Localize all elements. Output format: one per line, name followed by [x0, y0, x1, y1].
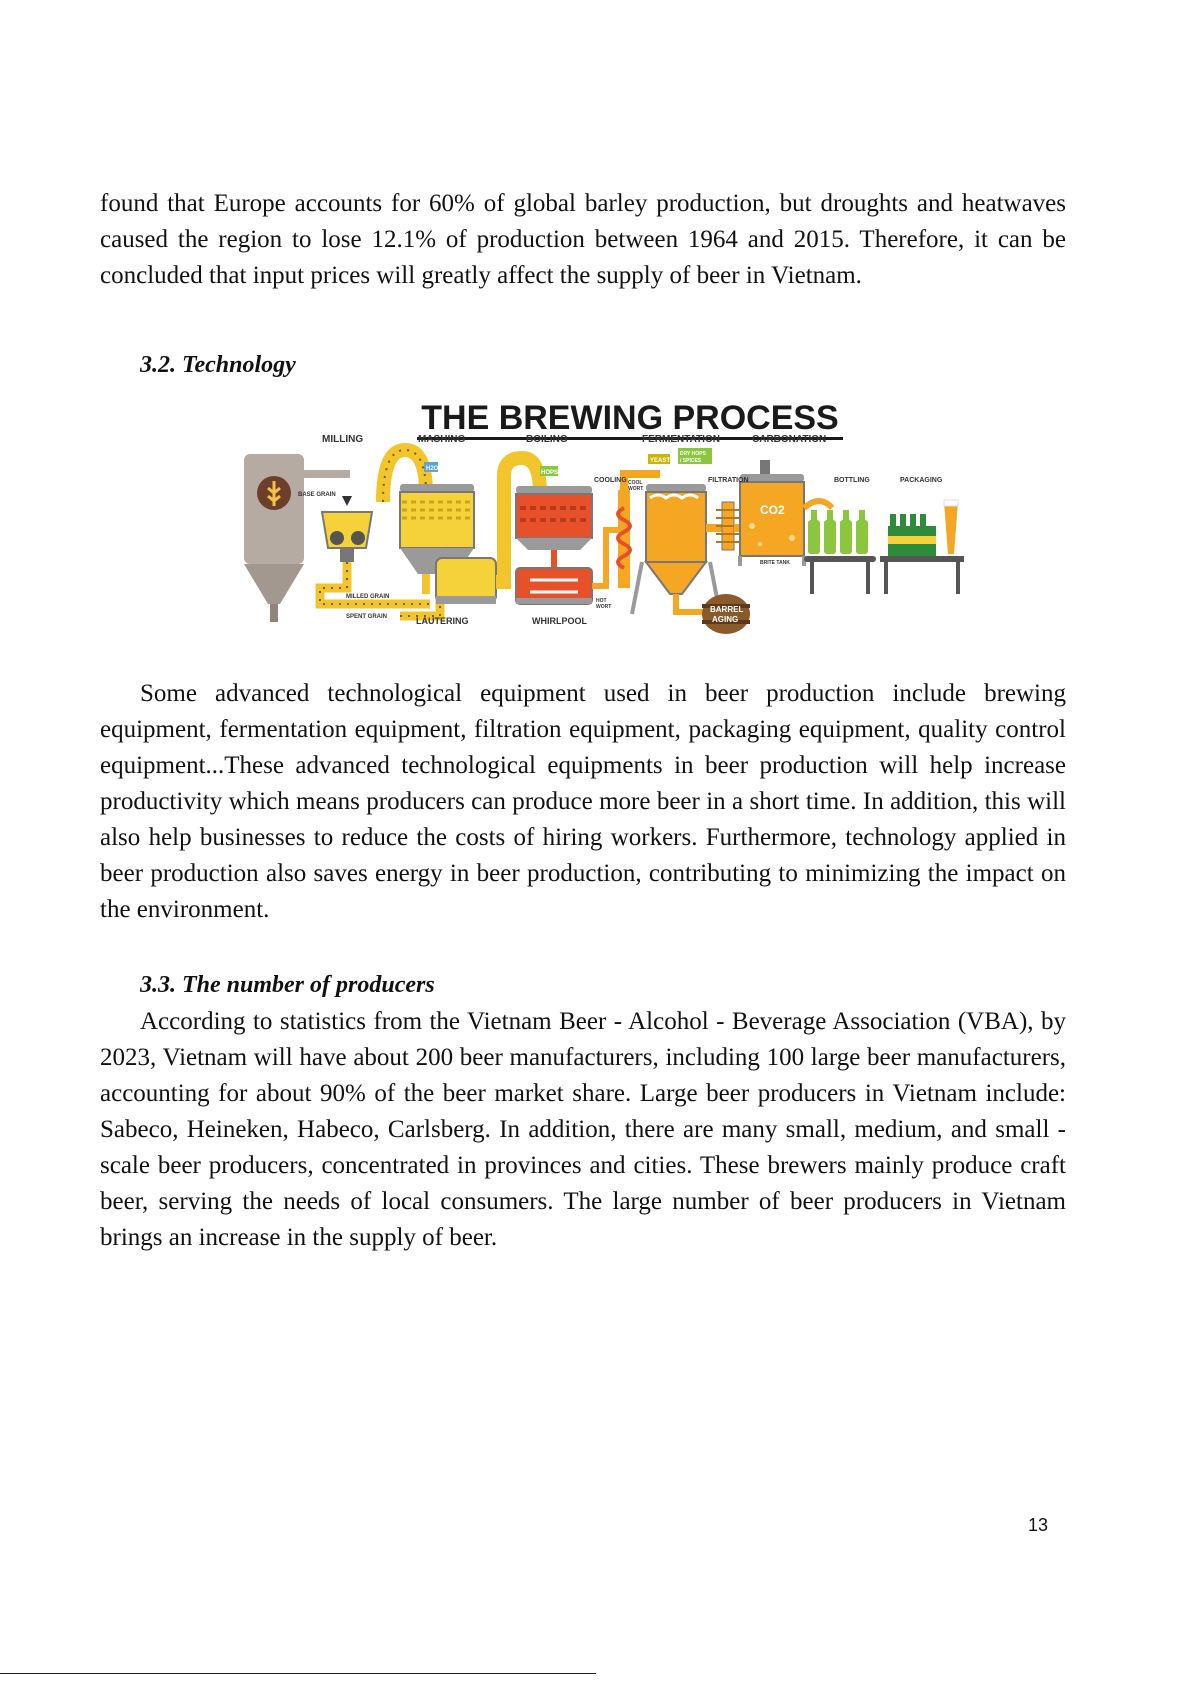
label-cool-wort: WORT [628, 486, 644, 492]
bottles-icon [808, 510, 868, 554]
label-cool: COOL [628, 480, 643, 486]
packaging-table [880, 556, 964, 594]
whirlpool-icon [516, 550, 592, 604]
label-packaging: PACKAGING [900, 477, 943, 484]
section-heading-technology: 3.2. Technology [140, 352, 296, 378]
hot-wort-pipe [592, 530, 618, 586]
footnote-divider [0, 1673, 596, 1674]
label-spent-grain: SPENT GRAIN [346, 614, 388, 620]
label-brite-tank: BRITE TANK [760, 560, 790, 566]
beer-crate-icon [888, 514, 936, 556]
label-dry-hops: DRY HOPS [680, 451, 706, 457]
label-filtration: FILTRATION [708, 477, 749, 484]
label-carbonation: CARBONATION [752, 434, 827, 445]
label-hops: HOPS [541, 470, 559, 476]
lauter-tun-icon [426, 558, 496, 604]
label-cooling: COOLING [594, 477, 627, 484]
page-number: 13 [1028, 1515, 1049, 1535]
mill-machine-icon [322, 496, 372, 562]
technology-paragraph: Some advanced technological equipment used in beer production include brewing equipment, fermentation equipment, filtration equipment, packaging equipment, quality control equipment...These advanced technological equipments in beer production will help increase productivity which means producers can produce more beer in a short time. In addition, this will also help businesses to reduce the costs of hiring workers. Furthermore, technology applied in beer production also saves energy in beer production, contributing to minimizing the impact on the environment. [100, 680, 1066, 923]
label-h2o: H2O [426, 466, 439, 472]
label-milling: MILLING [322, 434, 364, 445]
section-heading-producers: 3.3. The number of producers [140, 972, 435, 998]
label-fermentation: FERMENTATION [642, 434, 720, 445]
label-hot: HOT [596, 598, 607, 604]
label-barrel: BARREL [710, 605, 744, 614]
label-whirlpool: WHIRLPOOL [532, 616, 587, 626]
label-mashing: MASHING [418, 434, 466, 445]
intro-paragraph: found that Europe accounts for 60% of global barley production, but droughts and heatwaves caused the region to lose 12.1% of production between 1964 and 2015. Therefore, it can be concluded that input prices will greatly affect the supply of beer in Vietnam. [100, 190, 1066, 289]
brewing-diagram [240, 398, 1020, 678]
label-yeast: YEAST [650, 458, 671, 464]
barrel-icon [702, 594, 750, 634]
label-co2: CO2 [760, 503, 785, 517]
label-milled-grain: MILLED GRAIN [346, 594, 390, 600]
label-bottling: BOTTLING [834, 477, 870, 484]
label-boiling: BOILING [526, 434, 568, 445]
figure-title: THE BREWING PROCESS [240, 398, 1020, 438]
label-spices: / SPICES [680, 458, 702, 464]
producers-paragraph: According to statistics from the Vietnam Beer - Alcohol - Beverage Association (VBA), by 2023, Vietnam will have about 200 beer manufacturers, including 100 large beer manufacturers, accounting for about 90% of the beer market share. Large beer producers in Vietnam include: Sabeco, Heineken, Habeco, Carlsberg. In addition, there are many small, medium, and small - scale beer producers, concentrated in provinces and cities. These brewers mainly produce craft beer, serving the needs of local consumers. The large number of beer producers in Vietnam brings an increase in the supply of beer. [100, 1008, 1066, 1251]
label-base-grain: BASE GRAIN [298, 492, 336, 498]
beer-glass-icon [944, 500, 958, 554]
brewing-process-figure [240, 398, 1020, 678]
conveyor-icon [804, 556, 876, 594]
label-aging: AGING [712, 615, 739, 624]
label-hot-wort: WORT [596, 604, 612, 610]
label-lautering: LAUTERING [416, 616, 469, 626]
boil-kettle-icon [516, 466, 592, 550]
